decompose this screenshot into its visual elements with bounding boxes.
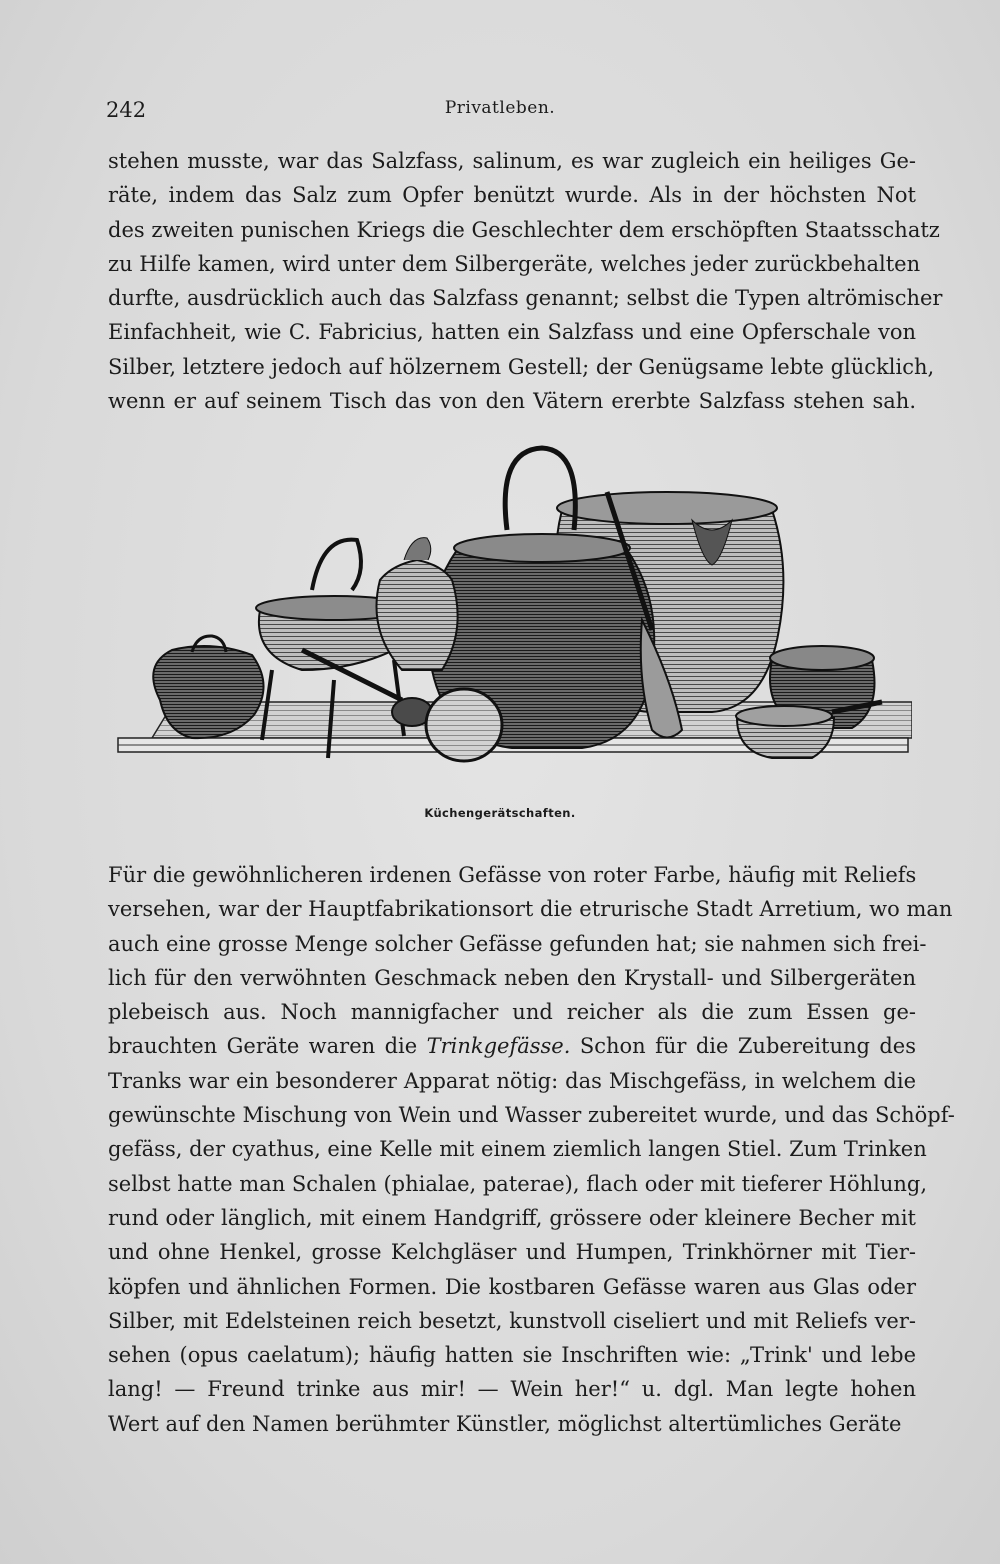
text-line: Einfachheit, wie C. Fabricius, hatten ein Salzfass und eine Opferschale von — [108, 320, 916, 345]
paragraph-2 — [108, 858, 955, 1441]
text-line: versehen, war der Hauptfabrikationsort die etrurische Stadt Arretium, wo man — [108, 897, 953, 922]
text-line-with-emphasis — [108, 1029, 916, 1063]
text-line: Für die gewöhnlicheren irdenen Gefässe von roter Farbe, häufig mit Reliefs — [108, 863, 917, 887]
text-line: rund oder länglich, mit einem Handgriff, grössere oder kleinere Becher mit — [108, 1205, 916, 1230]
kitchen-utensils-engraving — [112, 440, 912, 800]
text-line: köpfen und ähnlichen Formen. Die kostbaren Gefässe waren aus Glas oder — [108, 1274, 916, 1299]
text-segment: Schon für die Zubereitung des — [570, 1034, 917, 1059]
text-line: lang! — Freund trinke aus mir! — Wein her!“ u. dgl. Man legte hohen — [108, 1377, 916, 1402]
text-line: des zweiten punischen Kriegs die Geschlechter dem erschöpften Staatsschatz — [108, 217, 940, 242]
text-line: wenn er auf seinem Tisch das von den Vätern ererbte Salzfass stehen sah. — [108, 389, 916, 414]
page-number: 242 — [106, 98, 147, 122]
text-line: gefäss, der cyathus, eine Kelle mit einem ziemlich langen Stiel. Zum Trinken — [108, 1137, 927, 1162]
text-line: räte, indem das Salz zum Opfer benützt wurde. Als in der höchsten Not — [108, 183, 916, 208]
running-title: Privatleben. — [444, 98, 556, 118]
text-line: Wert auf den Namen berühmter Künstler, möglichst altertümliches Geräte — [108, 1411, 902, 1436]
text-line: plebeisch aus. Noch mannigfacher und reicher als die zum Essen ge- — [108, 1000, 916, 1025]
text-segment: brauchten Geräte waren die — [108, 1034, 427, 1059]
text-line: durfte, ausdrücklich auch das Salzfass genannt; selbst die Typen altrömischer — [108, 286, 943, 311]
text-line: stehen musste, war das Salzfass, salinum, es war zugleich ein heiliges Ge- — [108, 149, 916, 173]
figure-caption: Küchengerätschaften. — [424, 806, 576, 820]
text-line: auch eine grosse Menge solcher Gefässe gefunden hat; sie nahmen sich frei- — [108, 931, 927, 956]
text-line: Silber, letztere jedoch auf hölzernem Gestell; der Genügsame lebte glücklich, — [108, 354, 935, 379]
text-line: sehen (opus caelatum); häufig hatten sie Inschriften wie: „Trink' und lebe — [108, 1343, 916, 1368]
text-line: lich für den verwöhnten Geschmack neben den Krystall- und Silbergeräten — [108, 965, 916, 990]
text-line: zu Hilfe kamen, wird unter dem Silbergeräte, welches jeder zurückbehalten — [108, 251, 921, 276]
text-line: Tranks war ein besonderer Apparat nötig: das Mischgefäss, in welchem die — [108, 1068, 916, 1093]
text-line: gewünschte Mischung von Wein und Wasser zubereitet wurde, und das Schöpf- — [108, 1103, 955, 1128]
text-line: selbst hatte man Schalen (phialae, paterae), flach oder mit tieferer Höhlung, — [108, 1171, 928, 1196]
paragraph-1 — [108, 144, 943, 418]
text-line: Silber, mit Edelsteinen reich besetzt, kunstvoll ciseliert und mit Reliefs ver- — [108, 1308, 916, 1333]
text-line: und ohne Henkel, grosse Kelchgläser und Humpen, Trinkhörner mit Tier- — [108, 1240, 916, 1265]
emphasized-term: Trinkgefässe. — [426, 1034, 571, 1059]
